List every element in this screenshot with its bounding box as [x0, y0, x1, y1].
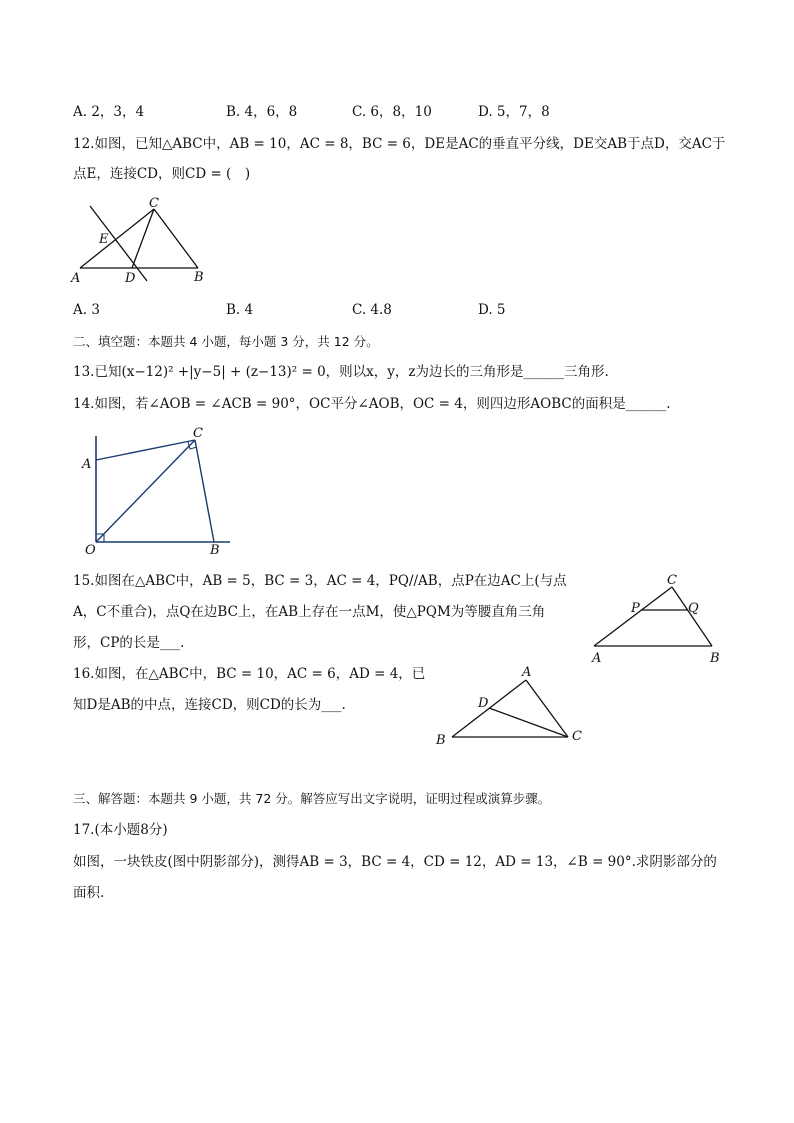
q14-figure [80, 424, 240, 559]
q15-figure [585, 570, 750, 670]
q16-side-ac [526, 680, 568, 737]
q12-option-b: B. 4 [226, 302, 254, 318]
q15-label-c: C [667, 573, 677, 588]
q12-label-c: C [149, 196, 159, 211]
q12-option-a: A. 3 [73, 302, 100, 318]
q15-text-line2: A，C不重合)，点Q在边BC上，在AB上存在一点M，使△PQM为等腰直角三角 [73, 604, 546, 620]
q11-option-d: D. 5，7，8 [478, 104, 550, 120]
q15-text-line3: 形，CP的长是___. [73, 635, 185, 651]
section2-heading: 二、填空题：本题共 4 小题，每小题 3 分，共 12 分。 [73, 334, 379, 349]
q12-label-a: A [71, 271, 81, 286]
q16-label-a: A [522, 665, 532, 680]
q13-text: 13.已知(x−12)² +|y−5| + (z−13)² = 0，则以x，y，z为边长的三角形是______三角形. [73, 364, 609, 380]
q12-label-b: B [194, 270, 204, 285]
q14-text: 14.如图，若∠AOB = ∠ACB = 90°，OC平分∠AOB，OC = 4，则四边形AOBC的面积是______. [73, 396, 671, 412]
q12-figure [70, 196, 220, 288]
q15-side-bc [672, 587, 712, 646]
q17-title: 17.(本小题8分) [73, 822, 168, 838]
q15-label-a: A [592, 651, 602, 666]
q16-text-line1: 16.如图，在△ABC中，BC = 10，AC = 6，AD = 4，已 [73, 666, 426, 682]
q12-text-line2: 点E，连接CD，则CD = ( ) [73, 166, 251, 182]
q14-segment-oc [96, 440, 195, 542]
q14-label-b: B [210, 543, 220, 558]
q14-segment-ac [96, 440, 195, 460]
q15-text-line1: 15.如图在△ABC中，AB = 5，BC = 3，AC = 4，PQ//AB，点P在边AC上(与点 [73, 573, 567, 589]
q15-side-ac [594, 587, 672, 646]
q11-option-b: B. 4，6，8 [226, 104, 298, 120]
q11-option-c: C. 6，8，10 [352, 104, 432, 120]
section3-heading: 三、解答题：本题共 9 小题，共 72 分。解答应写出文字说明，证明过程或演算步骤。 [73, 791, 551, 806]
q16-label-c: C [572, 729, 582, 744]
q17-text-line1: 如图，一块铁皮(图中阴影部分)，测得AB = 3，BC = 4，CD = 12，AD = 13，∠B = 90°.求阴影部分的 [73, 854, 717, 870]
q14-label-o: O [85, 543, 96, 558]
q15-label-q: Q [688, 601, 699, 616]
q12-label-d: D [125, 271, 136, 286]
q16-text-line2: 知D是AB的中点，连接CD，则CD的长为___. [73, 697, 346, 713]
q14-segment-cb [195, 440, 214, 542]
q16-figure [430, 660, 595, 755]
q16-label-b: B [436, 733, 446, 748]
q16-label-d: D [478, 696, 489, 711]
q12-option-c: C. 4.8 [352, 302, 392, 318]
q15-label-p: P [631, 601, 640, 616]
q16-segment-cd [489, 708, 568, 737]
q17-text-line2: 面积. [73, 885, 105, 901]
q14-label-c: C [193, 426, 203, 441]
q12-side-bc [154, 209, 198, 268]
q15-label-b: B [710, 651, 720, 666]
q14-label-a: A [82, 457, 92, 472]
q11-option-a: A. 2，3，4 [73, 104, 145, 120]
q12-text-line1: 12.如图，已知△ABC中，AB = 10，AC = 8，BC = 6，DE是AC的垂直平分线，DE交AB于点D，交AC于 [73, 136, 726, 152]
q12-option-d: D. 5 [478, 302, 506, 318]
q12-label-e: E [99, 232, 109, 247]
